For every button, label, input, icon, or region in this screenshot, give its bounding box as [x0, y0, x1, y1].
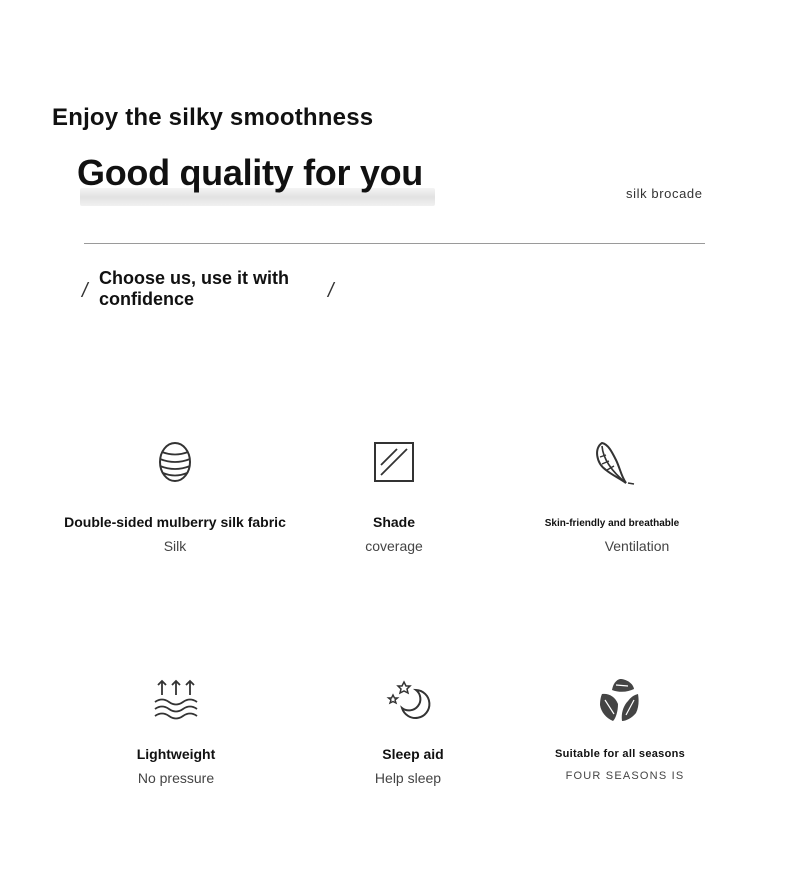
moon-stars-icon: [384, 676, 432, 724]
feature-silk: [60, 438, 290, 554]
feature-lightweight: [61, 676, 291, 786]
choose-us-heading: [99, 268, 314, 310]
slash-right: /: [328, 280, 334, 302]
feather-icon: [588, 438, 636, 486]
feature-sub: FOUR SEASONS IS: [565, 770, 685, 782]
slash-left: /: [82, 280, 88, 302]
choose-us-line-2: confidence: [99, 289, 195, 309]
feature-breathable: [497, 438, 727, 554]
arrows-up-waves-icon: [152, 676, 200, 724]
feature-sub: Ventilation: [604, 538, 670, 554]
feature-title: Shade: [372, 514, 415, 530]
feature-sub: Silk: [163, 538, 187, 554]
feature-sub: Help sleep: [374, 770, 442, 786]
page-headline: Good quality for you: [77, 152, 423, 193]
feature-title: Suitable for all seasons: [554, 748, 686, 760]
feature-title: Skin-friendly and breathable: [544, 518, 680, 529]
feature-sub: coverage: [365, 538, 423, 554]
feature-title: Double-sided mulberry silk fabric: [64, 514, 286, 530]
feature-all-seasons: [505, 676, 735, 782]
feature-shade: [279, 438, 509, 554]
silk-ball-icon: [151, 438, 199, 486]
feature-sleep: [293, 676, 523, 786]
shade-square-icon: [370, 438, 418, 486]
choose-us-line-1: Choose us, use it with: [99, 268, 290, 288]
feature-sub: No pressure: [137, 770, 215, 786]
material-tag: silk brocade: [626, 186, 703, 201]
feature-title: Lightweight: [136, 746, 216, 762]
divider-line: [84, 243, 705, 244]
eyebrow-heading: Enjoy the silky smoothness: [52, 104, 374, 131]
leaves-cycle-icon: [596, 676, 644, 724]
feature-title: Sleep aid: [382, 746, 444, 762]
